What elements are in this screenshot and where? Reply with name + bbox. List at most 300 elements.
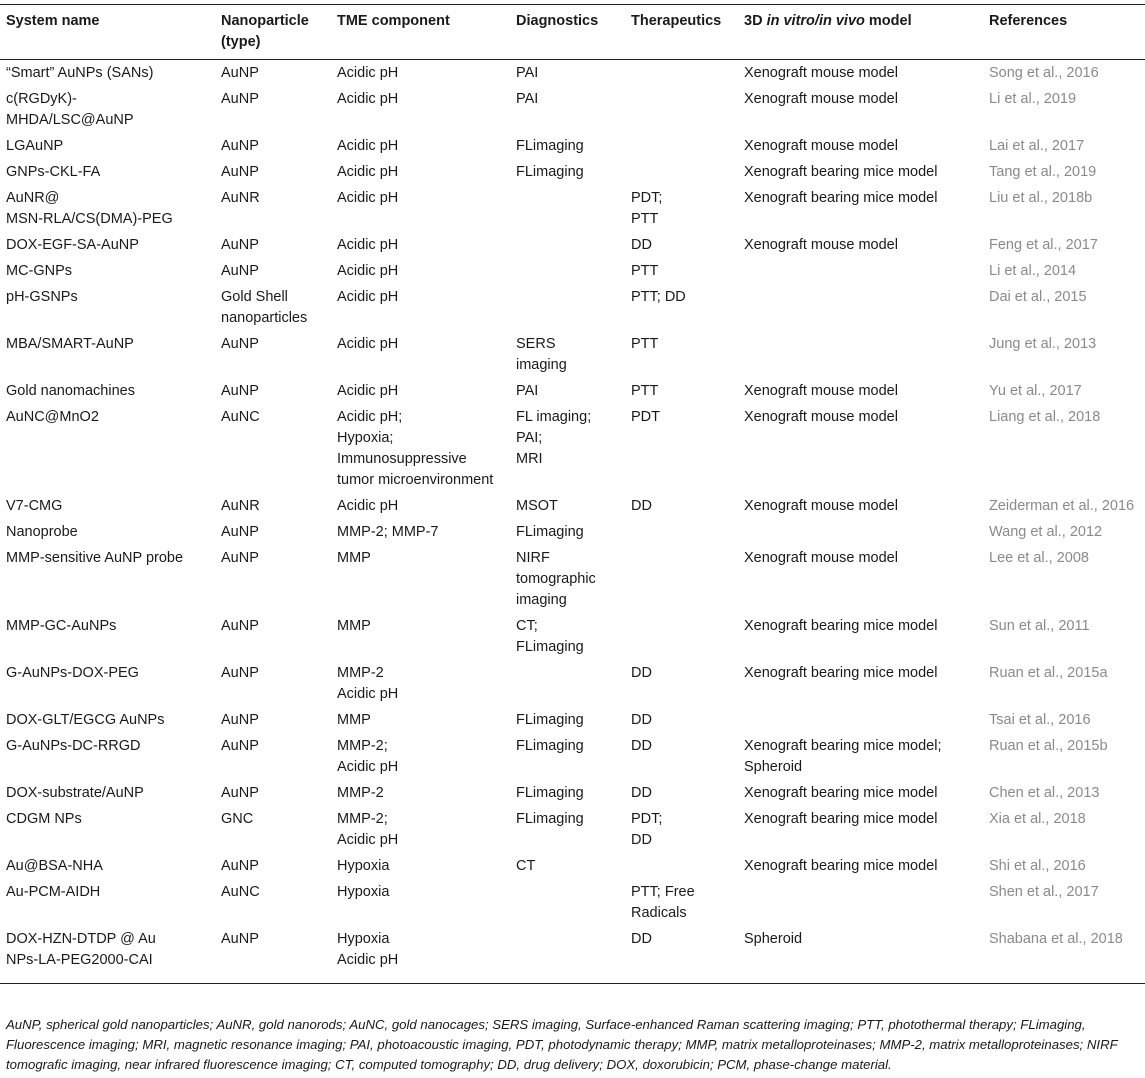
cell-text: MRI	[516, 450, 543, 467]
cell-system-name	[0, 284, 215, 331]
cell-model	[738, 853, 983, 879]
cell-nanoparticle-type	[215, 185, 331, 232]
cell-text: MMP	[337, 617, 371, 634]
cell-therapeutics	[625, 853, 738, 879]
cell-text: FLimaging	[516, 711, 584, 728]
cell-text: Lai et al., 2017	[989, 137, 1085, 154]
cell-system-name	[0, 519, 215, 545]
cell-text: AuNP	[221, 64, 259, 81]
cell-text: Shen et al., 2017	[989, 883, 1099, 900]
cell-text: CT	[516, 857, 536, 874]
cell-text: AuNP	[221, 262, 259, 279]
cell-model	[738, 519, 983, 545]
cell-text: FLimaging	[516, 784, 584, 801]
cell-references	[983, 86, 1145, 133]
cell-text: FLimaging	[516, 163, 584, 180]
cell-tme-component	[331, 780, 510, 806]
cell-text: Hypoxia	[337, 930, 390, 947]
cell-text: FLimaging	[516, 523, 584, 540]
header-text: TME component	[337, 13, 450, 29]
cell-diagnostics	[510, 86, 625, 133]
cell-diagnostics	[510, 733, 625, 780]
cell-text: AuNP	[221, 617, 259, 634]
cell-system-name	[0, 133, 215, 159]
table-header	[0, 5, 1145, 60]
cell-references	[983, 707, 1145, 733]
cell-diagnostics	[510, 284, 625, 331]
table-row	[0, 660, 1145, 707]
cell-nanoparticle-type	[215, 780, 331, 806]
cell-tme-component	[331, 853, 510, 879]
cell-text: DD	[631, 831, 652, 848]
cell-model	[738, 613, 983, 660]
cell-text: nanoparticles	[221, 309, 308, 326]
cell-tme-component	[331, 60, 510, 87]
cell-text: DOX-substrate/AuNP	[6, 784, 144, 801]
cell-references	[983, 159, 1145, 185]
table-row	[0, 258, 1145, 284]
cell-text: Xenograft mouse model	[744, 64, 898, 81]
cell-model	[738, 60, 983, 87]
cell-references	[983, 404, 1145, 493]
cell-text: Zeiderman et al., 2016	[989, 497, 1135, 514]
cell-text: DD	[631, 930, 652, 947]
cell-diagnostics	[510, 60, 625, 87]
cell-text: Xenograft mouse model	[744, 137, 898, 154]
cell-references	[983, 258, 1145, 284]
cell-text: AuNP	[221, 163, 259, 180]
cell-nanoparticle-type	[215, 926, 331, 983]
cell-text: AuNP	[221, 737, 259, 754]
cell-text: Acidic pH	[337, 951, 399, 968]
header-text	[744, 11, 983, 32]
cell-text: Acidic pH	[337, 137, 399, 154]
cell-text: Spheroid	[744, 930, 803, 947]
header-text-part: 3D	[744, 13, 767, 29]
cell-text: Acidic pH	[337, 90, 399, 107]
cell-model	[738, 926, 983, 983]
cell-tme-component	[331, 493, 510, 519]
cell-text: AuNC	[221, 883, 260, 900]
header-references	[983, 5, 1145, 60]
cell-text: Song et al., 2016	[989, 64, 1099, 81]
cell-text: Acidic pH	[337, 382, 399, 399]
cell-text: Acidic pH	[337, 335, 399, 352]
cell-diagnostics	[510, 133, 625, 159]
cell-text: “Smart” AuNPs (SANs)	[6, 64, 154, 81]
cell-text: DD	[631, 737, 652, 754]
cell-text: MSOT	[516, 497, 558, 514]
cell-tme-component	[331, 331, 510, 378]
cell-nanoparticle-type	[215, 879, 331, 926]
table-row	[0, 733, 1145, 780]
table-row	[0, 86, 1145, 133]
cell-tme-component	[331, 258, 510, 284]
cell-references	[983, 853, 1145, 879]
cell-text: Acidic pH	[337, 262, 399, 279]
table-body	[0, 60, 1145, 984]
table-row	[0, 60, 1145, 87]
cell-references	[983, 806, 1145, 853]
cell-references	[983, 926, 1145, 983]
cell-text: Acidic pH	[337, 236, 399, 253]
cell-text: Liang et al., 2018	[989, 408, 1101, 425]
cell-text: Lee et al., 2008	[989, 549, 1089, 566]
cell-text: MHDA/LSC@AuNP	[6, 111, 134, 128]
cell-text: DD	[631, 664, 652, 681]
cell-model	[738, 707, 983, 733]
cell-references	[983, 284, 1145, 331]
cell-text: Nanoprobe	[6, 523, 78, 540]
cell-text: Xenograft mouse model	[744, 382, 898, 399]
cell-system-name	[0, 404, 215, 493]
cell-text: Acidic pH	[337, 831, 399, 848]
cell-text: PTT	[631, 335, 659, 352]
cell-text: Ruan et al., 2015b	[989, 737, 1108, 754]
cell-therapeutics	[625, 185, 738, 232]
cell-tme-component	[331, 159, 510, 185]
cell-model	[738, 806, 983, 853]
cell-nanoparticle-type	[215, 707, 331, 733]
cell-text: Li et al., 2019	[989, 90, 1077, 107]
cell-text: Au@BSA-NHA	[6, 857, 103, 874]
cell-text: Jung et al., 2013	[989, 335, 1097, 352]
cell-text: CT;	[516, 617, 538, 634]
cell-text: LGAuNP	[6, 137, 64, 154]
table-row	[0, 331, 1145, 378]
cell-tme-component	[331, 879, 510, 926]
table-row	[0, 853, 1145, 879]
cell-therapeutics	[625, 545, 738, 613]
cell-text: Xenograft bearing mice model	[744, 784, 938, 801]
cell-system-name	[0, 331, 215, 378]
cell-system-name	[0, 879, 215, 926]
cell-text: MC-GNPs	[6, 262, 73, 279]
cell-text: V7-CMG	[6, 497, 63, 514]
table-row	[0, 613, 1145, 660]
cell-text: Xia et al., 2018	[989, 810, 1086, 827]
cell-text: Acidic pH	[337, 685, 399, 702]
cell-tme-component	[331, 185, 510, 232]
cell-text: Xenograft mouse model	[744, 408, 898, 425]
cell-references	[983, 133, 1145, 159]
cell-text: PTT; DD	[631, 288, 686, 305]
header-text: References	[989, 13, 1068, 29]
cell-text: Acidic pH	[337, 163, 399, 180]
header-text: Nanoparticle	[221, 13, 309, 29]
cell-text: AuNR	[221, 189, 260, 206]
header-nanoparticle-type	[215, 5, 331, 60]
header-model	[738, 5, 983, 60]
cell-text: MMP-2	[337, 784, 384, 801]
cell-text: AuNP	[221, 930, 259, 947]
cell-references	[983, 660, 1145, 707]
cell-text: SERS	[516, 335, 556, 352]
cell-text: Xenograft bearing mice model	[744, 163, 938, 180]
cell-nanoparticle-type	[215, 331, 331, 378]
cell-text: DOX-HZN-DTDP @ Au	[6, 930, 156, 947]
cell-text: PTT	[631, 262, 659, 279]
cell-text: AuNP	[221, 549, 259, 566]
cell-text: Immunosuppressive	[337, 450, 467, 467]
table-row	[0, 806, 1145, 853]
cell-references	[983, 613, 1145, 660]
cell-diagnostics	[510, 545, 625, 613]
cell-text: AuNC@MnO2	[6, 408, 99, 425]
cell-diagnostics	[510, 780, 625, 806]
cell-model	[738, 331, 983, 378]
cell-text: pH-GSNPs	[6, 288, 78, 305]
cell-text: PTT	[631, 210, 659, 227]
cell-model	[738, 284, 983, 331]
cell-text: PAI	[516, 64, 539, 81]
cell-text: AuNR@	[6, 189, 60, 206]
cell-model	[738, 86, 983, 133]
cell-text: Spheroid	[744, 758, 803, 775]
cell-text: Li et al., 2014	[989, 262, 1077, 279]
cell-text: Acidic pH	[337, 497, 399, 514]
cell-text: MMP	[337, 711, 371, 728]
cell-text: AuNP	[221, 784, 259, 801]
table-row	[0, 926, 1145, 983]
cell-diagnostics	[510, 853, 625, 879]
table-row	[0, 879, 1145, 926]
cell-model	[738, 232, 983, 258]
cell-text: PTT	[631, 382, 659, 399]
cell-text: MSN-RLA/CS(DMA)-PEG	[6, 210, 173, 227]
cell-therapeutics	[625, 378, 738, 404]
cell-text: DD	[631, 497, 652, 514]
header-diagnostics	[510, 5, 625, 60]
cell-text: AuNP	[221, 857, 259, 874]
cell-system-name	[0, 232, 215, 258]
cell-diagnostics	[510, 879, 625, 926]
cell-text: NIRF	[516, 549, 550, 566]
cell-nanoparticle-type	[215, 545, 331, 613]
cell-therapeutics	[625, 613, 738, 660]
header-tme-component	[331, 5, 510, 60]
cell-therapeutics	[625, 60, 738, 87]
cell-text: MBA/SMART-AuNP	[6, 335, 134, 352]
cell-text: Ruan et al., 2015a	[989, 664, 1108, 681]
cell-diagnostics	[510, 404, 625, 493]
cell-system-name	[0, 733, 215, 780]
cell-model	[738, 258, 983, 284]
cell-text: AuNC	[221, 408, 260, 425]
cell-model	[738, 879, 983, 926]
cell-text: GNPs-CKL-FA	[6, 163, 101, 180]
cell-nanoparticle-type	[215, 284, 331, 331]
cell-text: AuNP	[221, 664, 259, 681]
cell-diagnostics	[510, 493, 625, 519]
header-text-italic: in vitro/in vivo	[766, 13, 865, 29]
cell-text: PDT;	[631, 189, 663, 206]
cell-diagnostics	[510, 378, 625, 404]
cell-model	[738, 378, 983, 404]
cell-text: DD	[631, 784, 652, 801]
header-text: (type)	[221, 34, 261, 50]
cell-tme-component	[331, 707, 510, 733]
header-therapeutics	[625, 5, 738, 60]
cell-text: AuNP	[221, 382, 259, 399]
cell-text: AuNP	[221, 90, 259, 107]
cell-system-name	[0, 926, 215, 983]
cell-model	[738, 493, 983, 519]
cell-text: tomographic	[516, 570, 596, 587]
cell-nanoparticle-type	[215, 86, 331, 133]
cell-text: MMP-sensitive AuNP probe	[6, 549, 184, 566]
cell-text: Xenograft bearing mice model	[744, 664, 938, 681]
cell-text: Feng et al., 2017	[989, 236, 1098, 253]
cell-nanoparticle-type	[215, 133, 331, 159]
cell-therapeutics	[625, 159, 738, 185]
table-footnote: AuNP, spherical gold nanoparticles; AuNR, gold nanorods; AuNC, gold nanocages; SERS imaging, Surface-enhanced Raman scattering imaging; PTT, photothermal therapy; FLimaging, Fluorescence imaging; MRI, magnetic resonance imaging; PAI, photoacoustic imaging, PDT, photodynamic therapy; MMP, matrix metalloproteinases; MMP-2, matrix metalloproteinases; NIRF tomografic imaging, near infrared fluorescence imaging; CT, computed tomography; DD, drug delivery; DOX, doxorubicin; PCM, phase-change material.	[6, 1017, 1118, 1072]
cell-references	[983, 519, 1145, 545]
cell-text: AuNP	[221, 335, 259, 352]
cell-diagnostics	[510, 331, 625, 378]
cell-text: Acidic pH;	[337, 408, 403, 425]
cell-text: PAI	[516, 382, 539, 399]
cell-text: CDGM NPs	[6, 810, 82, 827]
cell-references	[983, 185, 1145, 232]
cell-system-name	[0, 660, 215, 707]
cell-text: Tsai et al., 2016	[989, 711, 1091, 728]
cell-text: Yu et al., 2017	[989, 382, 1082, 399]
cell-system-name	[0, 853, 215, 879]
cell-therapeutics	[625, 707, 738, 733]
cell-text: AuNP	[221, 137, 259, 154]
cell-text: Xenograft mouse model	[744, 236, 898, 253]
cell-text: Shabana et al., 2018	[989, 930, 1123, 947]
cell-diagnostics	[510, 258, 625, 284]
cell-text: PTT; Free	[631, 883, 695, 900]
cell-therapeutics	[625, 519, 738, 545]
cell-therapeutics	[625, 733, 738, 780]
header-text: Diagnostics	[516, 13, 599, 29]
cell-text: Xenograft bearing mice model	[744, 189, 938, 206]
cell-text: imaging	[516, 356, 567, 373]
cell-text: G-AuNPs-DOX-PEG	[6, 664, 139, 681]
cell-text: Xenograft bearing mice model	[744, 810, 938, 827]
cell-therapeutics	[625, 133, 738, 159]
header-row	[0, 5, 1145, 60]
table-row	[0, 133, 1145, 159]
cell-text: MMP-GC-AuNPs	[6, 617, 117, 634]
cell-therapeutics	[625, 879, 738, 926]
cell-text: PAI	[516, 90, 539, 107]
cell-text: Dai et al., 2015	[989, 288, 1087, 305]
table-row	[0, 545, 1145, 613]
cell-model	[738, 404, 983, 493]
cell-text: Acidic pH	[337, 189, 399, 206]
cell-text: Acidic pH	[337, 64, 399, 81]
cell-text: Xenograft mouse model	[744, 90, 898, 107]
cell-diagnostics	[510, 232, 625, 258]
cell-text: Chen et al., 2013	[989, 784, 1100, 801]
cell-text: Xenograft bearing mice model	[744, 617, 938, 634]
cell-text: AuNR	[221, 497, 260, 514]
cell-therapeutics	[625, 86, 738, 133]
cell-text: Liu et al., 2018b	[989, 189, 1093, 206]
cell-text: FL imaging;	[516, 408, 592, 425]
cell-tme-component	[331, 613, 510, 660]
cell-system-name	[0, 185, 215, 232]
cell-text: Hypoxia	[337, 857, 390, 874]
cell-text: Wang et al., 2012	[989, 523, 1103, 540]
cell-text: MMP	[337, 549, 371, 566]
cell-diagnostics	[510, 613, 625, 660]
cell-text: c(RGDyK)-	[6, 90, 77, 107]
cell-system-name	[0, 159, 215, 185]
cell-text: tumor microenvironment	[337, 471, 494, 488]
header-text-part: model	[864, 13, 912, 29]
cell-model	[738, 185, 983, 232]
cell-nanoparticle-type	[215, 493, 331, 519]
cell-model	[738, 133, 983, 159]
cell-text: FLimaging	[516, 638, 584, 655]
cell-references	[983, 331, 1145, 378]
cell-diagnostics	[510, 159, 625, 185]
cell-text: Tang et al., 2019	[989, 163, 1097, 180]
table-row	[0, 232, 1145, 258]
cell-references	[983, 780, 1145, 806]
cell-text: PDT;	[631, 810, 663, 827]
table-row	[0, 519, 1145, 545]
cell-references	[983, 545, 1145, 613]
cell-diagnostics	[510, 185, 625, 232]
cell-diagnostics	[510, 926, 625, 983]
cell-tme-component	[331, 660, 510, 707]
cell-system-name	[0, 60, 215, 87]
cell-nanoparticle-type	[215, 404, 331, 493]
cell-text: FLimaging	[516, 810, 584, 827]
cell-system-name	[0, 806, 215, 853]
cell-tme-component	[331, 133, 510, 159]
header-system-name	[0, 5, 215, 60]
cell-text: AuNP	[221, 711, 259, 728]
cell-system-name	[0, 493, 215, 519]
cell-system-name	[0, 378, 215, 404]
cell-tme-component	[331, 378, 510, 404]
cell-diagnostics	[510, 707, 625, 733]
cell-diagnostics	[510, 806, 625, 853]
cell-tme-component	[331, 232, 510, 258]
cell-nanoparticle-type	[215, 853, 331, 879]
table-row	[0, 493, 1145, 519]
cell-text: PAI;	[516, 429, 543, 446]
cell-text: Radicals	[631, 904, 687, 921]
cell-text: DD	[631, 711, 652, 728]
cell-system-name	[0, 613, 215, 660]
header-text: Therapeutics	[631, 13, 722, 29]
cell-tme-component	[331, 519, 510, 545]
cell-system-name	[0, 780, 215, 806]
cell-text: MMP-2;	[337, 810, 388, 827]
cell-model	[738, 159, 983, 185]
cell-references	[983, 879, 1145, 926]
cell-nanoparticle-type	[215, 519, 331, 545]
table-row	[0, 159, 1145, 185]
cell-nanoparticle-type	[215, 60, 331, 87]
cell-therapeutics	[625, 404, 738, 493]
cell-therapeutics	[625, 806, 738, 853]
cell-text: MMP-2	[337, 664, 384, 681]
cell-text: Au-PCM-AIDH	[6, 883, 101, 900]
cell-tme-component	[331, 404, 510, 493]
cell-text: Hypoxia;	[337, 429, 394, 446]
cell-diagnostics	[510, 660, 625, 707]
cell-system-name	[0, 258, 215, 284]
